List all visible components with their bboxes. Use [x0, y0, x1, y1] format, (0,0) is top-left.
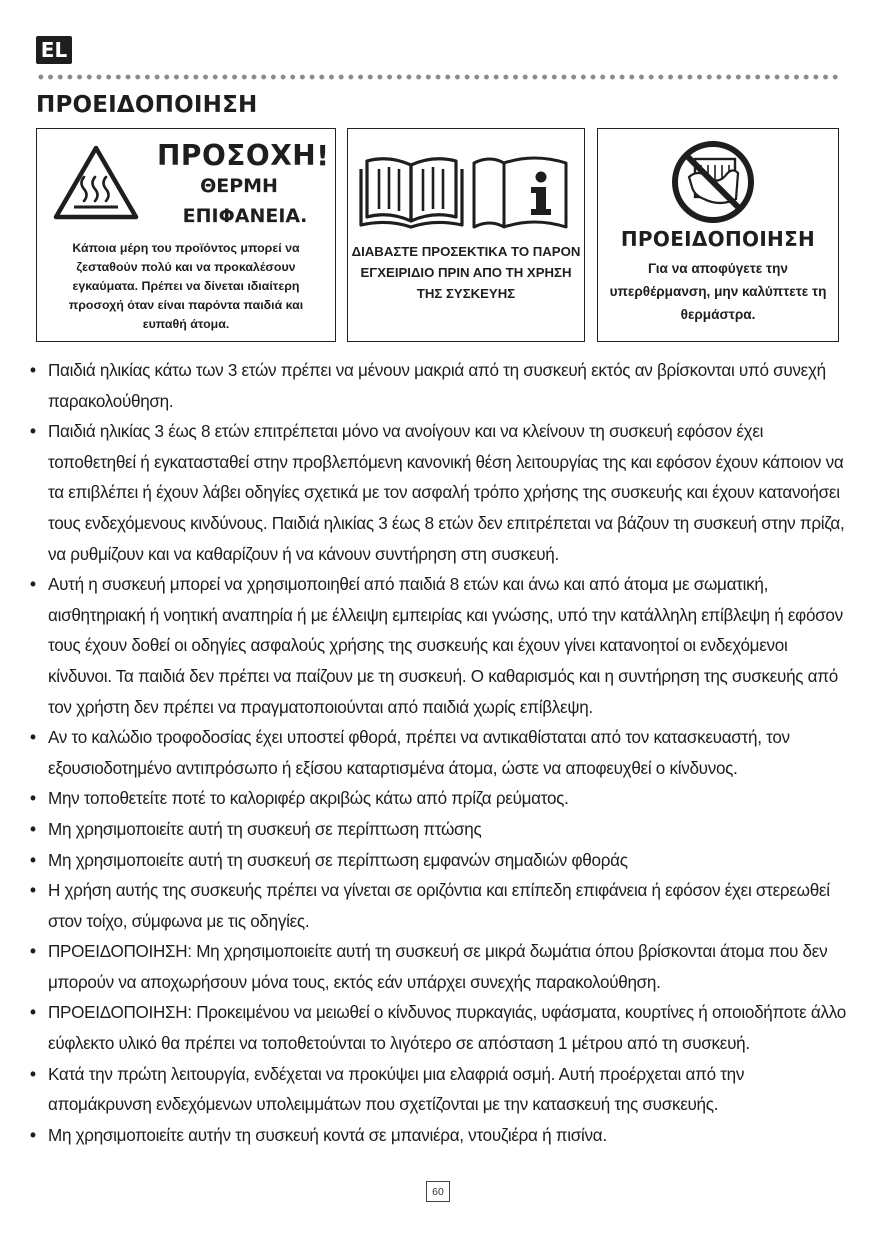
list-item — [28, 846, 848, 877]
list-item-text: ΠΡΟΕΙΔΟΠΟΙΗΣΗ: Προκειμένου να μειωθεί ο κίνδυνος πυρκαγιάς, υφάσματα, κουρτίνες ή οποιοδήποτε άλλο εύφλεκτο υλικό θα πρέπει να τοποθετούνται το λιγότερο σε απόσταση 1 μέτρου από τη συσκευή. — [48, 1003, 846, 1054]
list-item — [28, 815, 848, 846]
list-item-text: Κατά την πρώτη λειτουργία, ενδέχεται να προκύψει μια ελαφριά οσμή. Αυτή προέρχεται από την απομάκρυνση ενδεχόμενων υπολειμμάτων που σχετίζονται με την κατασκευή της συσκευής. — [48, 1064, 745, 1115]
page-number: 60 — [426, 1181, 450, 1202]
do-not-cover-warning-box — [597, 128, 839, 342]
bullet-dot: • — [30, 881, 36, 901]
bullet-dot: • — [30, 1003, 36, 1023]
list-item-text: Παιδιά ηλικίας 3 έως 8 ετών επιτρέπεται μόνο να ανοίγουν και να κλείνουν τη συσκευή εφόσον έχει τοποθετηθεί ή εγκατασταθεί στην προβλεπόμενη κανονική θέση λειτουργίας της και εφόσον έχουν κάποιον να τα επιβλέπει ή έχουν λάβει οδηγίες σχετικά με τον ασφαλή τρόπο χρήσης της συσκευής και έχουν κατανοήσει τους ενδεχόμενους κινδύνους. Παιδιά ηλικίας 3 έως 8 ετών δεν επιτρέπεται να βάζουν τη συσκευή στην πρίζα, να ρυθμίζουν και να καθαρίζουν ή να κάνουν συντήρηση στη συσκευή. — [48, 422, 845, 564]
safety-instructions-list — [28, 356, 848, 1151]
bullet-dot: • — [30, 942, 36, 962]
page-heading: ΠΡΟΕΙΔΟΠΟΙΗΣΗ — [36, 92, 258, 118]
list-item — [28, 356, 848, 417]
list-item — [28, 723, 848, 784]
list-item — [28, 876, 848, 937]
hot-surface-subtitle-line1: ΘΕΡΜΗ — [200, 175, 278, 197]
list-item-text: Μη χρησιμοποιείτε αυτή τη συσκευή σε περίπτωση εμφανών σημαδιών φθοράς — [48, 850, 628, 870]
hot-surface-text: Κάποια μέρη του προϊόντος μπορεί να ζεσταθούν πολύ και να προκαλέσουν εγκαύματα. Πρέπει να δίνεται ιδιαίτερη προσοχή όταν είναι παρόντα παιδιά και ευπαθή άτομα. — [68, 241, 304, 331]
list-item-text: Μην τοποθετείτε ποτέ το καλοριφέρ ακριβώς κάτω από πρίζα ρεύματος. — [48, 789, 569, 809]
list-item — [28, 784, 848, 815]
dotted-divider — [36, 73, 839, 81]
hot-surface-warning-box — [36, 128, 336, 342]
bullet-dot: • — [30, 850, 36, 870]
list-item-text: Η χρήση αυτής της συσκευής πρέπει να γίνεται σε οριζόντια και επίπεδη επιφάνεια ή εφόσον έχει στερεωθεί στον τοίχο, σύμφωνα με τις οδηγίες. — [48, 881, 830, 931]
list-item-text: Αυτή η συσκευή μπορεί να χρησιμοποιηθεί από παιδιά 8 ετών και άνω και από άτομα με σωματική, αισθητηριακή ή νοητική αναπηρία ή με έλλειψη εμπειρίας και γνώσης, υπό την κατάλληλη επίβλεψη ή εφόσον τους έχουν δοθεί οι οδηγίες ασφαλούς χρήσης της συσκευής και έχουν γίνει κατανοητοί οι ενδεχόμενοι κίνδυνοι. Τα παιδιά δεν πρέπει να παίζουν με τη συσκευή. Ο καθαρισμός και η συντήρηση της συσκευής από τον χρήστη δεν πρέπει να πραγματοποιούνται από παιδιά χωρίς επίβλεψη. — [48, 575, 843, 717]
hot-surface-icon — [51, 143, 141, 223]
list-item-text: ΠΡΟΕΙΔΟΠΟΙΗΣΗ: Μη χρησιμοποιείτε αυτή τη συσκευή σε μικρά δωμάτια όπου βρίσκονται άτομα που δεν μπορούν να αποχωρήσουν μόνα τους, εκτός εάν υπάρχει συνεχής παρακολούθηση. — [48, 942, 828, 992]
list-item-text: Μη χρησιμοποιείτε αυτή τη συσκευή σε περίπτωση πτώσης — [48, 819, 482, 839]
do-not-cover-icon — [668, 137, 758, 227]
bullet-dot: • — [30, 728, 36, 748]
hot-surface-title: ΠΡΟΣΟΧΗ! — [157, 139, 330, 172]
list-item — [28, 570, 848, 723]
list-item — [28, 937, 848, 998]
read-manual-text: ΔΙΑΒΑΣΤΕ ΠΡΟΣΕΚΤΙΚΑ ΤΟ ΠΑΡΟΝ ΕΓΧΕΙΡΙΔΙΟ ΠΡΙΝ ΑΠΟ ΤΗ ΧΡΗΣΗ ΤΗΣ ΣΥΣΚΕΥΗΣ — [351, 244, 581, 301]
do-not-cover-text: Για να αποφύγετε την υπερθέρμανση, μην καλύπτετε τη θερμάστρα. — [609, 261, 827, 322]
list-item — [28, 1121, 848, 1152]
hot-surface-subtitle-line2: ΕΠΙΦΑΝΕΙΑ. — [182, 205, 308, 227]
bullet-dot: • — [30, 575, 36, 595]
list-item-text: Αν το καλώδιο τροφοδοσίας έχει υποστεί φθορά, πρέπει να αντικαθίσταται από τον κατασκευαστή, τον εξουσιοδοτημένο αντιπρόσωπο ή εξίσου καταρτισμένα άτομα, ώστε να αποφευχθεί ο κίνδυνος. — [48, 728, 790, 778]
list-item-text: Παιδιά ηλικίας κάτω των 3 ετών πρέπει να μένουν μακριά από τη συσκευή εκτός αν βρίσκονται υπό συνεχή παρακολούθηση. — [48, 361, 826, 411]
bullet-dot: • — [30, 819, 36, 839]
open-book-icon — [359, 151, 464, 229]
language-badge: EL — [36, 36, 72, 64]
bullet-dot: • — [30, 789, 36, 809]
do-not-cover-title: ΠΡΟΕΙΔΟΠΟΙΗΣΗ — [620, 227, 816, 251]
list-item — [28, 417, 848, 570]
bullet-dot: • — [30, 422, 36, 442]
bullet-dot: • — [30, 1064, 36, 1084]
bullet-dot: • — [30, 1125, 36, 1145]
list-item-text: Μη χρησιμοποιείτε αυτήν τη συσκευή κοντά σε μπανιέρα, ντουζιέρα ή πισίνα. — [48, 1125, 607, 1145]
list-item — [28, 1060, 848, 1121]
read-manual-box — [347, 128, 585, 342]
info-manual-icon — [470, 151, 570, 231]
bullet-dot: • — [30, 361, 36, 380]
list-item — [28, 998, 848, 1059]
